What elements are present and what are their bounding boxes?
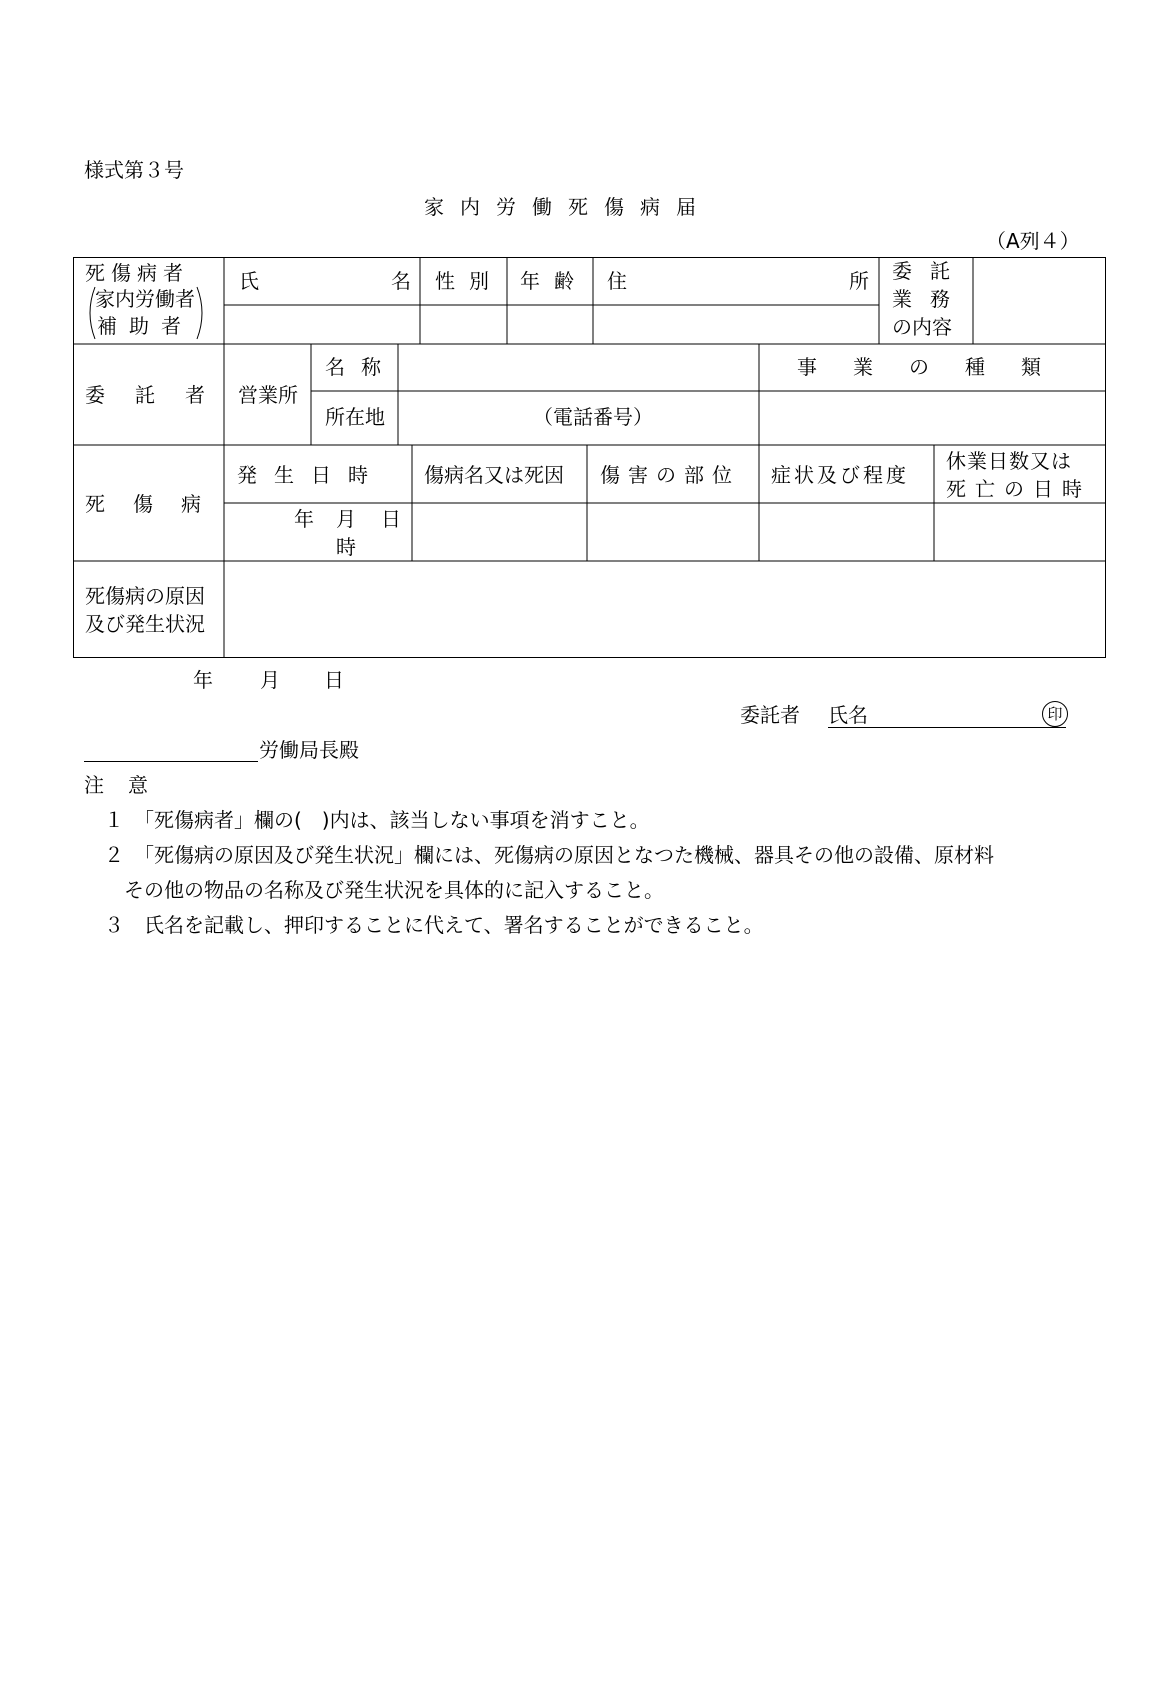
label-business-type: 事業の種類 — [797, 355, 1077, 379]
note-item-3: ３ 氏名を記載し、押印することに代えて、署名することができること。 — [104, 913, 764, 937]
col-age: 年齢 — [520, 269, 588, 293]
col-cause-of-injury: 傷病名又は死因 — [424, 463, 564, 487]
footer-date-month: 月 — [260, 668, 280, 692]
col-address-left: 住 — [607, 269, 627, 293]
date-year: 年 — [294, 507, 314, 531]
footer-consignor-label: 委託者 — [740, 703, 800, 727]
date-hour: 時 — [336, 535, 356, 559]
label-assistant: 補助者 — [97, 314, 193, 338]
label-cause-line1: 死傷病の原因 — [85, 584, 205, 608]
label-injured-person: 死傷病者 — [85, 261, 189, 285]
paper-size: （A列４） — [986, 229, 1080, 253]
seal-mark: 印 — [1042, 701, 1068, 727]
date-month: 月 — [336, 507, 356, 531]
col-occurrence-datetime: 発生日時 — [237, 463, 385, 487]
col-work-line3: の内容 — [892, 315, 952, 339]
col-work-line1: 委託 — [892, 259, 968, 283]
signature-line — [828, 727, 1066, 728]
label-office-name: 名称 — [325, 355, 397, 379]
col-injury-part: 傷害の部位 — [600, 463, 740, 487]
note-item-1: １ 「死傷病者」欄の( )内は、該当しない事項を消すこと。 — [104, 808, 650, 832]
col-address-right: 所 — [849, 269, 869, 293]
person-type-group — [85, 285, 207, 341]
label-office-location: 所在地 — [325, 405, 385, 429]
date-day: 日 — [381, 507, 401, 531]
label-phone-number: （電話番号） — [533, 405, 653, 429]
label-injury: 死傷病 — [85, 492, 229, 516]
col-sex: 性別 — [435, 269, 503, 293]
note-item-2: ２ 「死傷病の原因及び発生状況」欄には、死傷病の原因となつた機械、器具その他の設備、原材料 — [104, 843, 994, 867]
note-item-2-cont: その他の物品の名称及び発生状況を具体的に記入すること。 — [104, 878, 664, 902]
col-absence-line2: 死亡の日時 — [946, 477, 1091, 501]
form-table — [73, 257, 1106, 658]
label-consignor: 委託者 — [85, 383, 235, 407]
addressee: 労働局長殿 — [259, 738, 359, 762]
label-office: 営業所 — [238, 383, 298, 407]
notes-heading: 注意 — [84, 773, 172, 797]
footer-date-year: 年 — [193, 668, 213, 692]
footer-name-label: 氏名 — [828, 703, 868, 727]
label-home-worker: 家内労働者 — [95, 287, 195, 311]
footer-date-day: 日 — [324, 668, 344, 692]
bureau-name-line — [84, 761, 258, 762]
label-cause-line2: 及び発生状況 — [85, 612, 205, 636]
form-number: 様式第３号 — [84, 158, 184, 182]
col-name-left: 氏 — [239, 269, 259, 293]
page-title: 家内労働死傷病届 — [424, 195, 712, 219]
col-symptom-degree: 症状及び程度 — [771, 463, 909, 487]
col-name-right: 名 — [391, 269, 411, 293]
col-work-line2: 業務 — [892, 287, 968, 311]
col-absence-line1: 休業日数又は — [946, 449, 1072, 473]
